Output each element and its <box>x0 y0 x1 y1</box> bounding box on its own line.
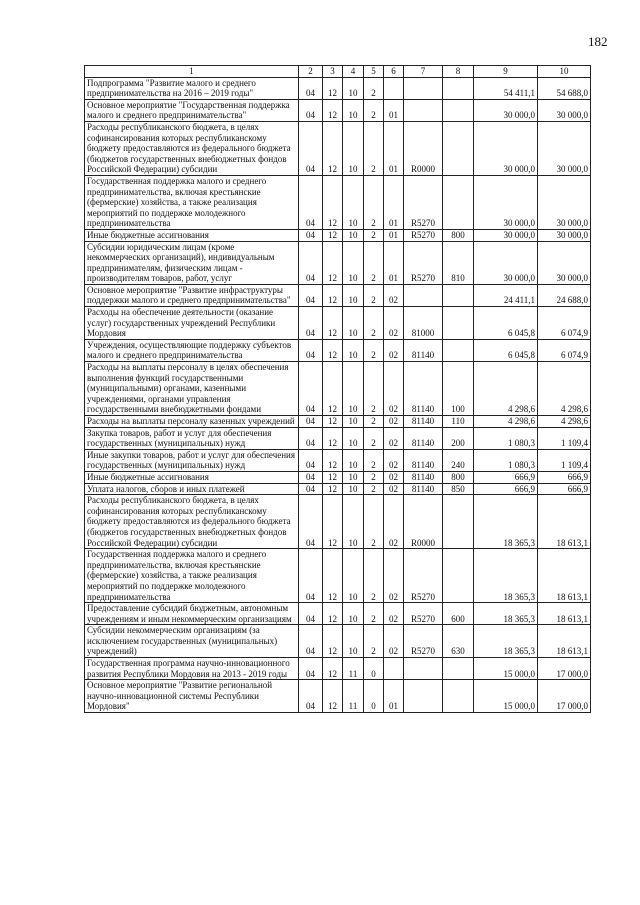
program-code: 10 <box>343 241 364 284</box>
row-name: Государственная поддержка малого и среднего предпринимательства, включая крестьянские (фермерские) хозяйства, а также реализация мероприятий по поддержке молодежного предпринимательства <box>85 549 299 603</box>
direction-code <box>404 658 443 680</box>
activity-code: 01 <box>384 99 404 121</box>
program-code: 10 <box>343 99 364 121</box>
direction-code <box>404 99 443 121</box>
amount-col9: 30 000,0 <box>474 229 538 241</box>
subsection-code: 12 <box>323 549 343 603</box>
expense-type-code <box>443 658 474 680</box>
amount-col9: 18 365,3 <box>474 625 538 658</box>
amount-col10: 666,9 <box>538 471 591 483</box>
section-code: 04 <box>299 99 323 121</box>
direction-code: 81140 <box>404 362 443 416</box>
subprogram-code: 2 <box>364 241 384 284</box>
subprogram-code: 2 <box>364 307 384 340</box>
amount-col9: 30 000,0 <box>474 99 538 121</box>
amount-col10: 18 613,1 <box>538 603 591 625</box>
activity-code: 02 <box>384 549 404 603</box>
amount-col10: 6 074,9 <box>538 307 591 340</box>
section-code: 04 <box>299 241 323 284</box>
amount-col9: 30 000,0 <box>474 241 538 284</box>
program-code: 10 <box>343 77 364 99</box>
program-code: 10 <box>343 483 364 495</box>
activity-code: 01 <box>384 121 404 175</box>
program-code: 10 <box>343 175 364 229</box>
amount-col10: 54 688,0 <box>538 77 591 99</box>
row-name: Предоставление субсидий бюджетным, автономным учреждениям и иным некоммерческим организациям <box>85 603 299 625</box>
subprogram-code: 2 <box>364 121 384 175</box>
amount-col9: 18 365,3 <box>474 549 538 603</box>
section-code: 04 <box>299 427 323 449</box>
direction-code: 81000 <box>404 307 443 340</box>
expense-type-code <box>443 77 474 99</box>
program-code: 10 <box>343 121 364 175</box>
expense-type-code: 100 <box>443 362 474 416</box>
row-name: Иные закупки товаров, работ и услуг для обеспечения государственных (муниципальных) нужд <box>85 449 299 471</box>
direction-code: R0000 <box>404 121 443 175</box>
header-cell: 4 <box>343 66 364 78</box>
program-code: 10 <box>343 362 364 416</box>
section-code: 04 <box>299 495 323 549</box>
amount-col9: 24 411,1 <box>474 284 538 306</box>
section-code: 04 <box>299 449 323 471</box>
direction-code: R5270 <box>404 241 443 284</box>
subprogram-code: 2 <box>364 625 384 658</box>
table-row <box>85 175 591 229</box>
header-cell: 9 <box>474 66 538 78</box>
section-code: 04 <box>299 77 323 99</box>
direction-code: 81140 <box>404 339 443 361</box>
expense-type-code <box>443 121 474 175</box>
direction-code: 81140 <box>404 427 443 449</box>
activity-code: 02 <box>384 495 404 549</box>
activity-code: 02 <box>384 284 404 306</box>
direction-code: R5270 <box>404 549 443 603</box>
amount-col9: 30 000,0 <box>474 121 538 175</box>
subprogram-code: 2 <box>364 339 384 361</box>
program-code: 10 <box>343 495 364 549</box>
amount-col10: 4 298,6 <box>538 416 591 428</box>
section-code: 04 <box>299 229 323 241</box>
expense-type-code: 240 <box>443 449 474 471</box>
table-row <box>85 603 591 625</box>
subsection-code: 12 <box>323 284 343 306</box>
subsection-code: 12 <box>323 658 343 680</box>
row-name: Расходы на обеспечение деятельности (оказание услуг) государственных учреждений Республики Мордовия <box>85 307 299 340</box>
direction-code: 81140 <box>404 416 443 428</box>
subsection-code: 12 <box>323 175 343 229</box>
activity-code: 02 <box>384 471 404 483</box>
amount-col10: 24 688,0 <box>538 284 591 306</box>
section-code: 04 <box>299 307 323 340</box>
amount-col10: 6 074,9 <box>538 339 591 361</box>
table-row <box>85 339 591 361</box>
expense-type-code <box>443 495 474 549</box>
section-code: 04 <box>299 471 323 483</box>
table-row <box>85 121 591 175</box>
program-code: 10 <box>343 625 364 658</box>
subsection-code: 12 <box>323 449 343 471</box>
subsection-code: 12 <box>323 483 343 495</box>
table-row <box>85 449 591 471</box>
amount-col9: 18 365,3 <box>474 495 538 549</box>
header-cell: 10 <box>538 66 591 78</box>
row-name: Основное мероприятие "Государственная поддержка малого и среднего предпринимательства" <box>85 99 299 121</box>
amount-col9: 15 000,0 <box>474 658 538 680</box>
amount-col10: 666,9 <box>538 483 591 495</box>
subsection-code: 12 <box>323 362 343 416</box>
expense-type-code: 200 <box>443 427 474 449</box>
subprogram-code: 2 <box>364 483 384 495</box>
direction-code: 81140 <box>404 471 443 483</box>
section-code: 04 <box>299 362 323 416</box>
subsection-code: 12 <box>323 229 343 241</box>
section-code: 04 <box>299 339 323 361</box>
amount-col9: 666,9 <box>474 471 538 483</box>
amount-col10: 17 000,0 <box>538 658 591 680</box>
row-name: Уплата налогов, сборов и иных платежей <box>85 483 299 495</box>
subprogram-code: 2 <box>364 284 384 306</box>
program-code: 10 <box>343 427 364 449</box>
subprogram-code: 2 <box>364 471 384 483</box>
table-row <box>85 416 591 428</box>
section-code: 04 <box>299 175 323 229</box>
direction-code: R5270 <box>404 625 443 658</box>
activity-code: 02 <box>384 416 404 428</box>
subsection-code: 12 <box>323 99 343 121</box>
table-row <box>85 625 591 658</box>
expense-type-code <box>443 549 474 603</box>
subprogram-code: 2 <box>364 416 384 428</box>
subprogram-code: 2 <box>364 362 384 416</box>
amount-col9: 30 000,0 <box>474 175 538 229</box>
amount-col10: 18 613,1 <box>538 495 591 549</box>
subsection-code: 12 <box>323 680 343 713</box>
program-code: 10 <box>343 307 364 340</box>
subprogram-code: 2 <box>364 77 384 99</box>
section-code: 04 <box>299 549 323 603</box>
table-row <box>85 229 591 241</box>
row-name: Субсидии юридическим лицам (кроме некоммерческих организаций), индивидуальным предпринимателям, физическим лицам - производителям товаров, работ, услуг <box>85 241 299 284</box>
direction-code <box>404 77 443 99</box>
expense-type-code: 810 <box>443 241 474 284</box>
row-name: Субсидии некоммерческим организациям (за исключением государственных (муниципальных) учреждений) <box>85 625 299 658</box>
direction-code: 81140 <box>404 483 443 495</box>
activity-code <box>384 77 404 99</box>
row-name: Государственная программа научно-инновационного развития Республики Мордовия на 2013 - 2019 годы <box>85 658 299 680</box>
activity-code: 01 <box>384 241 404 284</box>
amount-col9: 666,9 <box>474 483 538 495</box>
row-name: Закупка товаров, работ и услуг для обеспечения государственных (муниципальных) нужд <box>85 427 299 449</box>
row-name: Государственная поддержка малого и среднего предпринимательства, включая крестьянские (фермерские) хозяйства, а также реализация мероприятий по поддержке молодежного предпринимательства <box>85 175 299 229</box>
amount-col10: 30 000,0 <box>538 121 591 175</box>
direction-code <box>404 284 443 306</box>
table-row <box>85 284 591 306</box>
program-code: 10 <box>343 284 364 306</box>
row-name: Расходы республиканского бюджета, в целях софинансирования которых республиканскому бюджету предоставляются из федерального бюджета (бюджетов государственных внебюджетных фондов Российской Федерации) субсидии <box>85 495 299 549</box>
expense-type-code <box>443 680 474 713</box>
table-row <box>85 427 591 449</box>
program-code: 10 <box>343 471 364 483</box>
expense-type-code: 110 <box>443 416 474 428</box>
expense-type-code <box>443 175 474 229</box>
table-row <box>85 658 591 680</box>
amount-col9: 54 411,1 <box>474 77 538 99</box>
amount-col10: 30 000,0 <box>538 241 591 284</box>
section-code: 04 <box>299 483 323 495</box>
row-name: Основное мероприятие "Развитие региональной научно-инновационной системы Республики Мордовия" <box>85 680 299 713</box>
row-name: Учреждения, осуществляющие поддержку субъектов малого и среднего предпринимательства <box>85 339 299 361</box>
amount-col10: 30 000,0 <box>538 175 591 229</box>
activity-code: 01 <box>384 680 404 713</box>
amount-col10: 30 000,0 <box>538 99 591 121</box>
activity-code: 02 <box>384 625 404 658</box>
program-code: 10 <box>343 416 364 428</box>
table-row <box>85 241 591 284</box>
subprogram-code: 2 <box>364 549 384 603</box>
expense-type-code: 630 <box>443 625 474 658</box>
amount-col9: 18 365,3 <box>474 603 538 625</box>
expense-type-code <box>443 339 474 361</box>
program-code: 10 <box>343 449 364 471</box>
section-code: 04 <box>299 658 323 680</box>
section-code: 04 <box>299 680 323 713</box>
direction-code: 81140 <box>404 449 443 471</box>
expense-type-code: 800 <box>443 471 474 483</box>
header-row <box>85 66 591 78</box>
row-name: Расходы республиканского бюджета, в целях софинансирования которых республиканскому бюджету предоставляются из федерального бюджета (бюджетов государственных внебюджетных фондов Российской Федерации) субсидии <box>85 121 299 175</box>
subsection-code: 12 <box>323 241 343 284</box>
subsection-code: 12 <box>323 121 343 175</box>
amount-col10: 4 298,6 <box>538 362 591 416</box>
program-code: 11 <box>343 680 364 713</box>
expense-type-code: 800 <box>443 229 474 241</box>
row-name: Иные бюджетные ассигнования <box>85 229 299 241</box>
direction-code: R5270 <box>404 175 443 229</box>
subsection-code: 12 <box>323 416 343 428</box>
activity-code <box>384 658 404 680</box>
amount-col10: 18 613,1 <box>538 549 591 603</box>
subsection-code: 12 <box>323 495 343 549</box>
activity-code: 02 <box>384 307 404 340</box>
row-name: Расходы на выплаты персоналу в целях обеспечения выполнения функций государственными (муниципальными) органами, казенными учреждениями, органами управления государственными внебюджетными фондами <box>85 362 299 416</box>
row-name: Расходы на выплаты персоналу казенных учреждений <box>85 416 299 428</box>
amount-col10: 18 613,1 <box>538 625 591 658</box>
expense-type-code: 600 <box>443 603 474 625</box>
direction-code: R5270 <box>404 603 443 625</box>
table-row <box>85 495 591 549</box>
header-cell: 5 <box>364 66 384 78</box>
header-cell: 6 <box>384 66 404 78</box>
subprogram-code: 0 <box>364 680 384 713</box>
subsection-code: 12 <box>323 471 343 483</box>
subprogram-code: 2 <box>364 427 384 449</box>
table-row <box>85 549 591 603</box>
header-cell: 2 <box>299 66 323 78</box>
direction-code <box>404 680 443 713</box>
amount-col10: 1 109,4 <box>538 449 591 471</box>
subprogram-code: 2 <box>364 495 384 549</box>
activity-code: 01 <box>384 229 404 241</box>
table-row <box>85 483 591 495</box>
subprogram-code: 2 <box>364 99 384 121</box>
expense-type-code <box>443 284 474 306</box>
direction-code: R0000 <box>404 495 443 549</box>
expense-type-code <box>443 99 474 121</box>
subsection-code: 12 <box>323 307 343 340</box>
program-code: 10 <box>343 339 364 361</box>
activity-code: 02 <box>384 483 404 495</box>
activity-code: 01 <box>384 175 404 229</box>
table-row <box>85 680 591 713</box>
row-name: Основное мероприятие "Развитие инфраструктуры поддержки малого и среднего предпринимательства" <box>85 284 299 306</box>
header-cell: 1 <box>85 66 299 78</box>
activity-code: 02 <box>384 339 404 361</box>
header-cell: 8 <box>443 66 474 78</box>
subsection-code: 12 <box>323 77 343 99</box>
program-code: 10 <box>343 229 364 241</box>
table-row <box>85 362 591 416</box>
table-row <box>85 307 591 340</box>
row-name: Подпрограмма "Развитие малого и среднего предпринимательства на 2016 – 2019 годы" <box>85 77 299 99</box>
amount-col9: 6 045,8 <box>474 339 538 361</box>
program-code: 11 <box>343 658 364 680</box>
table-row <box>85 99 591 121</box>
amount-col9: 4 298,6 <box>474 362 538 416</box>
subsection-code: 12 <box>323 427 343 449</box>
amount-col9: 6 045,8 <box>474 307 538 340</box>
expense-type-code: 850 <box>443 483 474 495</box>
subsection-code: 12 <box>323 339 343 361</box>
section-code: 04 <box>299 603 323 625</box>
subprogram-code: 2 <box>364 229 384 241</box>
section-code: 04 <box>299 284 323 306</box>
page-number: 182 <box>588 34 608 49</box>
subprogram-code: 2 <box>364 603 384 625</box>
section-code: 04 <box>299 625 323 658</box>
table-row <box>85 77 591 99</box>
activity-code: 02 <box>384 603 404 625</box>
activity-code: 02 <box>384 427 404 449</box>
subprogram-code: 2 <box>364 175 384 229</box>
activity-code: 02 <box>384 362 404 416</box>
subsection-code: 12 <box>323 603 343 625</box>
subprogram-code: 2 <box>364 449 384 471</box>
program-code: 10 <box>343 549 364 603</box>
budget-table <box>84 65 591 713</box>
expense-type-code <box>443 307 474 340</box>
subprogram-code: 0 <box>364 658 384 680</box>
subsection-code: 12 <box>323 625 343 658</box>
direction-code: R5270 <box>404 229 443 241</box>
amount-col10: 17 000,0 <box>538 680 591 713</box>
section-code: 04 <box>299 416 323 428</box>
section-code: 04 <box>299 121 323 175</box>
amount-col9: 1 080,3 <box>474 427 538 449</box>
amount-col9: 4 298,6 <box>474 416 538 428</box>
amount-col9: 1 080,3 <box>474 449 538 471</box>
header-cell: 3 <box>323 66 343 78</box>
activity-code: 02 <box>384 449 404 471</box>
row-name: Иные бюджетные ассигнования <box>85 471 299 483</box>
table-row <box>85 471 591 483</box>
program-code: 10 <box>343 603 364 625</box>
amount-col10: 30 000,0 <box>538 229 591 241</box>
header-cell: 7 <box>404 66 443 78</box>
amount-col10: 1 109,4 <box>538 427 591 449</box>
amount-col9: 15 000,0 <box>474 680 538 713</box>
